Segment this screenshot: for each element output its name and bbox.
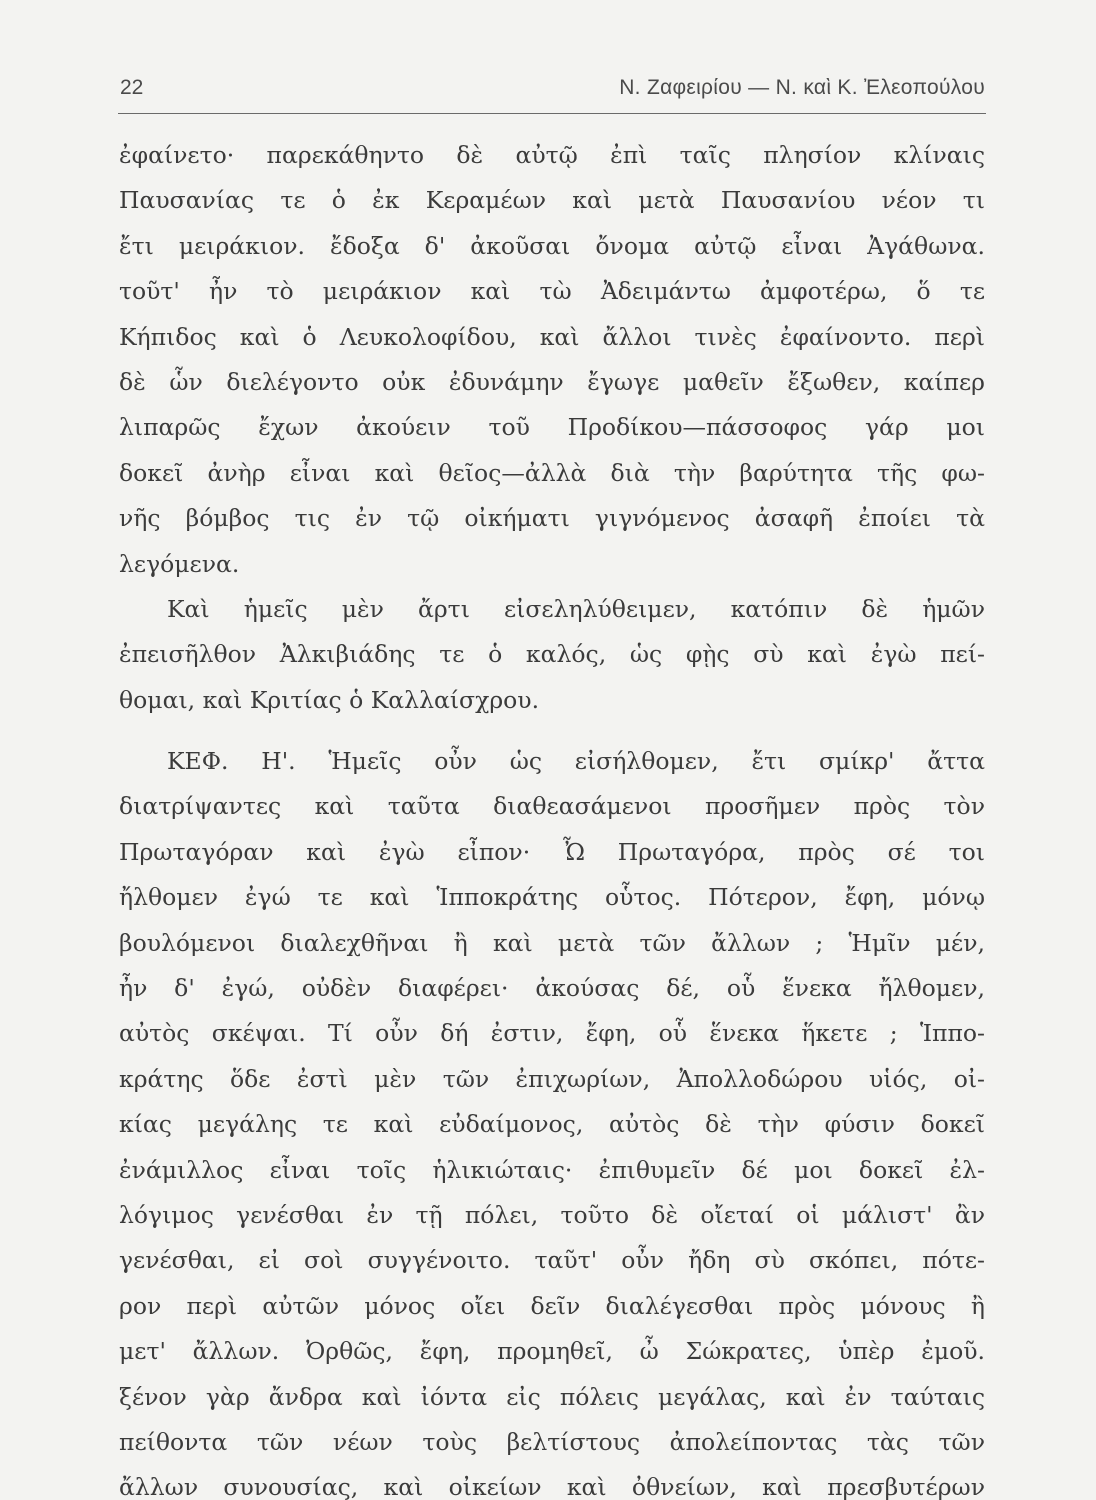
text-line: κράτης ὅδε ἐστὶ μὲν τῶν ἐπιχωρίων, Ἀπολλοδώρου υἱός, οἰ- [119,1064,985,1093]
text-line: διατρίψαντες καὶ ταῦτα διαθεασάμενοι προσῆμεν πρὸς τὸν [119,792,985,821]
text-line: δὲ ὧν διελέγοντο οὐκ ἐδυνάμην ἔγωγε μαθεῖν ἔξωθεν, καίπερ [119,367,985,396]
running-header [120,76,985,106]
text-line: ἤλθομεν ἐγώ τε καὶ Ἱπποκράτης οὗτος. Πότερον, ἔφη, μόνῳ [119,883,985,912]
body-text [119,133,985,1500]
page-number: 22 [120,76,144,99]
text-line: λόγιμος γενέσθαι ἐν τῇ πόλει, τοῦτο δὲ οἴεταί οἱ μάλιστ' ἂν [119,1200,985,1229]
text-line: αὐτὸς σκέψαι. Τί οὖν δή ἐστιν, ἔφη, οὗ ἕνεκα ἥκετε ; Ἱππο- [119,1019,985,1048]
text-line: ἦν δ' ἐγώ, οὐδὲν διαφέρει· ἀκούσας δέ, οὗ ἕνεκα ἤλθομεν, [119,974,985,1003]
text-line: Πρωταγόραν καὶ ἐγὼ εἶπον· Ὦ Πρωταγόρα, πρὸς σέ τοι [119,837,985,866]
header-rule [118,113,986,114]
text-line: ἄλλων συνουσίας, καὶ οἰκείων καὶ ὀθνείων, καὶ πρεσβυτέρων [119,1473,985,1500]
text-line: νῆς βόμβος τις ἐν τῷ οἰκήματι γιγνόμενος ἀσαφῆ ἐποίει τὰ [119,504,985,533]
text-line: Κήπιδος καὶ ὁ Λευκολοφίδου, καὶ ἄλλοι τινὲς ἐφαίνοντο. περὶ [119,322,985,351]
text-line: δοκεῖ ἀνὴρ εἶναι καὶ θεῖος—ἀλλὰ διὰ τὴν βαρύτητα τῆς φω- [119,458,985,487]
text-line: ἐπεισῆλθον Ἀλκιβιάδης τε ὁ καλός, ὡς φῂς σὺ καὶ ἐγὼ πεί- [119,640,985,669]
text-line: Καὶ ἡμεῖς μὲν ἄρτι εἰσεληλύθειμεν, κατόπιν δὲ ἡμῶν [167,594,985,623]
text-line: Παυσανίας τε ὁ ἐκ Κεραμέων καὶ μετὰ Παυσανίου νέον τι [119,186,985,215]
text-line: ἐνάμιλλος εἶναι τοῖς ἡλικιώταις· ἐπιθυμεῖν δέ μοι δοκεῖ ἐλ- [119,1155,985,1184]
text-line: θομαι, καὶ Κριτίας ὁ Καλλαίσχρου. [119,685,540,714]
text-line: μετ' ἄλλων. Ὀρθῶς, ἔφη, προμηθεῖ, ὦ Σώκρατες, ὑπὲρ ἐμοῦ. [119,1337,985,1366]
text-line: ξένον γὰρ ἄνδρα καὶ ἰόντα εἰς πόλεις μεγάλας, καὶ ἐν ταύταις [119,1382,985,1411]
text-line: τοῦτ' ἦν τὸ μειράκιον καὶ τὼ Ἀδειμάντω ἀμφοτέρω, ὅ τε [119,277,985,306]
header-authors: Ν. Ζαφειρίου — Ν. καὶ Κ. Ἐλεοπούλου [619,76,985,99]
text-line: ρον περὶ αὐτῶν μόνος οἴει δεῖν διαλέγεσθαι πρὸς μόνους ἢ [119,1291,985,1320]
text-line: γενέσθαι, εἰ σοὶ συγγένοιτο. ταῦτ' οὖν ἤδη σὺ σκόπει, πότε- [119,1246,985,1275]
text-line: ἐφαίνετο· παρεκάθηντο δὲ αὐτῷ ἐπὶ ταῖς πλησίον κλίναις [119,141,985,169]
text-line: λεγόμενα. [119,549,240,578]
text-line: ἔτι μειράκιον. ἔδοξα δ' ἀκοῦσαι ὄνομα αὐτῷ εἶναι Ἀγάθωνα. [119,231,985,260]
text-line: πείθοντα τῶν νέων τοὺς βελτίστους ἀπολείποντας τὰς τῶν [119,1427,985,1456]
text-line: λιπαρῶς ἔχων ἀκούειν τοῦ Προδίκου—πάσσοφος γάρ μοι [119,413,985,442]
text-line: κίας μεγάλης τε καὶ εὐδαίμονος, αὐτὸς δὲ τὴν φύσιν δοκεῖ [119,1110,985,1139]
chapter-heading-line: ΚΕΦ. Η'. Ἡμεῖς οὖν ὡς εἰσήλθομεν, ἔτι σμίκρ' ἄττα [167,747,985,776]
text-line: βουλόμενοι διαλεχθῆναι ἢ καὶ μετὰ τῶν ἄλλων ; Ἡμῖν μέν, [119,928,985,957]
